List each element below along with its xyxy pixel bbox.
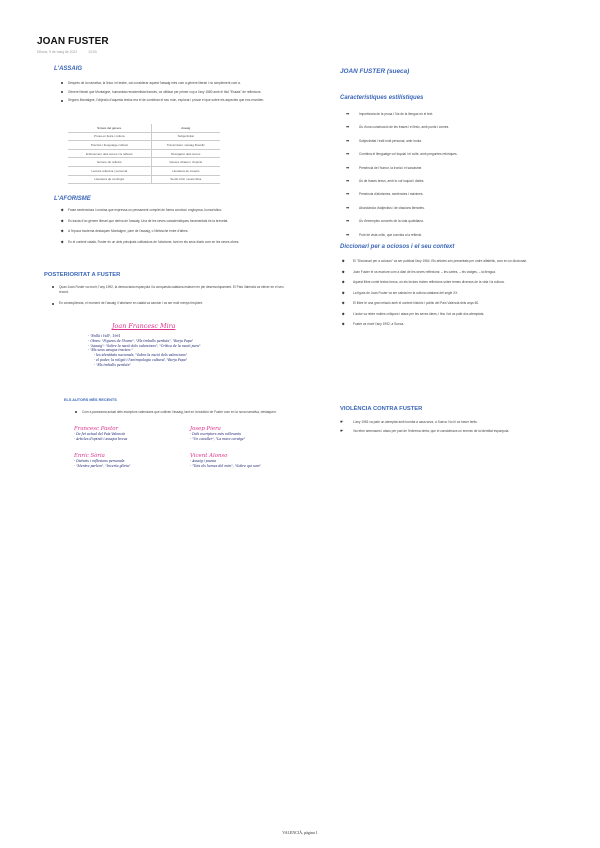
table-row [68, 158, 220, 167]
list-item [346, 166, 574, 179]
list-item: Quan Joan Fuster va morir, l'any 1992, la democràcia espanyola i la conquesta catalana estaven en ple desenvolupament. El País Valencià va néixer en el seu record. [51, 285, 291, 294]
table-cell: Subjectivitat [151, 132, 220, 141]
list-item-text: Presència d'aforismes, sentències i màximes. [359, 192, 424, 197]
list-item: Com a panorama actual dels escriptors valencians que cultiven l'assaig, tant en la tradició de Fuster com en la nova narrativa, destaquen: [74, 410, 296, 415]
list-item: Després de la narrativa, la lírica i el teatre, cal considerar aquest l'assaig més com a gènere literari i no simplement com a. [60, 81, 290, 86]
author-name: Francesc Pastor [74, 426, 119, 432]
list-item-text: Ús d'una construcció de les frases i el lèxic, amb punts i comes. [359, 125, 450, 130]
table-header-row [68, 124, 220, 132]
table-row [68, 141, 220, 150]
list-item [346, 112, 574, 125]
list-item-text: Ús d'exemples concrets de la vida quotidiana. [359, 219, 424, 224]
handwritten-line: - "Mentre parlem", "Incerta glòria" [74, 464, 131, 469]
handwritten-line: - Dels escriptors més rellevants [190, 432, 242, 437]
posterioritat-heading: POSTERIORITAT A FUSTER [44, 272, 121, 278]
author-name: Enric Sòria [74, 453, 105, 459]
handwritten-line: - "Un cavaller", "La mare coratge" [190, 437, 246, 442]
diccionari-heading: Diccionari per a ociosos i el seu context [340, 244, 455, 250]
list-item: A l'època moderna destaquen Montaigne, pare de l'assaig, o Nietzsche entre d'altres. [60, 229, 292, 234]
table-cell: Transmissió i assaig filosòfic [151, 141, 220, 150]
list-item-text: Importància de la prosa i l'ús de la llengua en el text. [359, 112, 434, 116]
handwritten-line: - les identitats nacionals, "Sobre la nació dels valencians" [94, 353, 188, 358]
list-item: Frase sentenciosa i concisa que expressa un pensament complet de forma concisa i enginyosa, humorística. [60, 208, 292, 213]
handwritten-line: - "Tots els homes del món", "Sobre qui som" [190, 464, 262, 469]
right-title: JOAN FUSTER (sueca) [340, 68, 410, 75]
table-cell: Literatura de creació [151, 166, 220, 175]
handwritten-line: - "Assaig": "Sobre la nació dels valencians", "Crítica de la nació pura" [88, 343, 201, 348]
assaig-list [60, 81, 290, 107]
table-cell: Gènere de reflexió [68, 158, 151, 167]
hand-icon: ☛ [340, 427, 344, 433]
list-item: En conseqüència, el moment de l'assaig i l'aforisme en català va canviar i va ser molt menys freqüent. [51, 301, 291, 306]
list-item: Segons Montaigne, l'objectiu d'aquests textos era el de combinar el seu món, explorar i provar el que sobre els aspectes que ens envolten. [60, 98, 290, 103]
table-row [68, 175, 220, 184]
list-item: Fuster va morir l'any 1992, a Sueca. [340, 322, 572, 327]
list-item-text: L'any 1981 va patir un atemptat amb bomba a casa seva, a Sueca. No hi va haver ferits. [353, 420, 478, 424]
list-item: Joan Fuster el va escriure com a diari de les seves reflexions: – les cartes, – els viatges, – la llengua. [340, 270, 572, 275]
arrow-icon: ➡ [346, 218, 350, 224]
autors-list [74, 410, 296, 419]
handwritten-line: - Dietaris i reflexions personals [74, 459, 125, 464]
arrow-icon: ➡ [346, 164, 350, 170]
hand-icon: ☛ [340, 419, 344, 424]
list-item [346, 125, 574, 138]
list-item: Gènere literari que Montaigne, humanista renaixentista francès, va utilitzar per primer cop a l'any 1580 amb el títol "Essais" de reflexions. [60, 90, 290, 95]
list-item-text: Abundància d'adjectius i de citacions literàries. [359, 205, 425, 210]
time-label: 13:53 [88, 50, 97, 54]
list-item: El "Diccionari per a ociosos" va ser publicat l'any 1964. Els articles són presentats per ordre alfabètic, com en un diccionari. [340, 259, 572, 264]
assaig-heading: L'ASSAIG [54, 66, 83, 72]
list-item-text: Presència de l'humor, la ironia i el sarcasme. [359, 165, 423, 170]
handwritten-line: - De fet actual del País Valencià [74, 432, 125, 437]
table-header-cell: Assaig [151, 124, 220, 132]
handwritten-notes [88, 334, 288, 368]
table-row [68, 149, 220, 158]
list-item [346, 179, 574, 192]
list-item-text: Ús de frases breus, amb to col·loquial i distès. [359, 178, 425, 183]
autors-heading: ELS AUTORS MÉS RECENTS [64, 398, 117, 402]
handwritten-line: - "Els seus assajos tracten:" [88, 348, 133, 353]
aforisme-heading: L'AFORISME [54, 196, 91, 202]
arrow-icon: ➡ [346, 124, 350, 130]
author-note-alonso [190, 453, 290, 469]
handwritten-line: - Obres: "Figures de l'home", "Els treballs perduts", "Borja Papa" [88, 338, 194, 343]
table-cell: Enfocament dels temes i la reflexió [68, 149, 151, 158]
diccionari-list [340, 259, 572, 333]
list-item: La figura de Joan Fuster va ser cabdal en la cultura catalana del segle XX. [340, 291, 572, 296]
author-note-soria [74, 453, 174, 469]
list-item [346, 192, 574, 205]
author-note-pastor [74, 426, 174, 442]
handwritten-line: - "Enllà i Vall", 1991 [88, 334, 121, 338]
arrow-icon: ➡ [346, 111, 350, 116]
table-header-cell: Síntesi del gènere [68, 124, 151, 132]
table-row [68, 166, 220, 175]
table-cell: Literatura de contingut [68, 175, 151, 184]
table-cell: Sentit crític i autocrítica [151, 175, 220, 184]
list-item: L'autor va rebre moltes crítiques i atacs per les seves idees, i fins i tot va patir dos atemptats. [340, 312, 572, 317]
arrow-icon: ➡ [346, 151, 350, 157]
date-label: Dilluns, 9 de maig de 2022 [37, 50, 78, 54]
handwritten-line: - Assaig i poesia [190, 459, 217, 464]
list-item [346, 206, 574, 219]
table-cell: Precisió i llenguatge cultivat [68, 141, 151, 150]
handwritten-line: - "Els treballs perduts" [94, 362, 131, 367]
list-item [340, 420, 574, 425]
posterioritat-list [51, 285, 291, 310]
author-name: Vicent Alonso [190, 453, 228, 459]
author-name: Josep Piera [190, 426, 221, 432]
table-cell: Prosa en lletra i cultura [68, 132, 151, 141]
aforisme-list [60, 208, 292, 248]
arrow-icon: ➡ [346, 191, 350, 197]
page-title: JOAN FUSTER [37, 36, 109, 47]
arrow-icon: ➡ [346, 231, 350, 237]
table-cell: Divulgació dels temes [151, 149, 220, 158]
handwritten-line: - el poder, la religió i l'antropologia cultural, "Borja Papa" [94, 357, 188, 362]
handwritten-line: - Articles d'opinió i assajos breus [74, 437, 128, 442]
list-item-text: Punt de vista crític, que convida a la reflexió. [359, 232, 423, 237]
arrow-icon: ➡ [346, 177, 350, 183]
arrow-icon: ➡ [346, 204, 350, 210]
caracteristiques-heading: Característiques estilístiques [340, 95, 424, 101]
list-item-text: Va rebre amenaces i atacs per part de l'extrema dreta, que el considerava un enemic de la identitat espanyola. [353, 428, 510, 433]
violencia-list [340, 420, 574, 437]
list-item: Aquest llibre conté textos breus, on els lectors troben reflexions sobre temes diversos de la vida i la cultura. [340, 280, 572, 285]
author-note-piera [190, 426, 290, 442]
page-footer: VALENCIÀ, pàgina 1 [282, 830, 318, 835]
list-item-text: Combina el llenguatge col·loquial i el culte, amb preguntes retòriques. [359, 152, 458, 157]
table-cell: Gènere d'idees i d'opinió [151, 158, 220, 167]
list-item [340, 429, 574, 434]
caracteristiques-list [346, 112, 574, 246]
handwritten-title: Joan Francesc Mira [112, 322, 176, 330]
table-row [68, 132, 220, 141]
assaig-table [68, 124, 220, 184]
table-cell: Lectura reflexiva i personal [68, 166, 151, 175]
page-subtitle [37, 50, 107, 54]
arrow-icon: ➡ [346, 137, 350, 143]
violencia-heading: VIOLÈNCIA CONTRA FUSTER [340, 406, 423, 412]
list-item: El llibre té una gran relació amb el context històric i polític del País Valencià dels anys 60. [340, 301, 572, 306]
list-item [346, 139, 574, 152]
list-item: Es tracta d'un gènere literari que deriva de l'assaig. Una de les seves característiques fonamentals és la brevetat. [60, 219, 292, 224]
list-item-text: Subjectivitat i estil molt personal, amb ironia. [359, 138, 422, 143]
list-item [346, 219, 574, 232]
list-item: En el context català, Fuster és un dels principals cultivadors de l'aforisme, tant en els seus diaris com en les seves obres. [60, 240, 292, 245]
list-item [346, 152, 574, 165]
